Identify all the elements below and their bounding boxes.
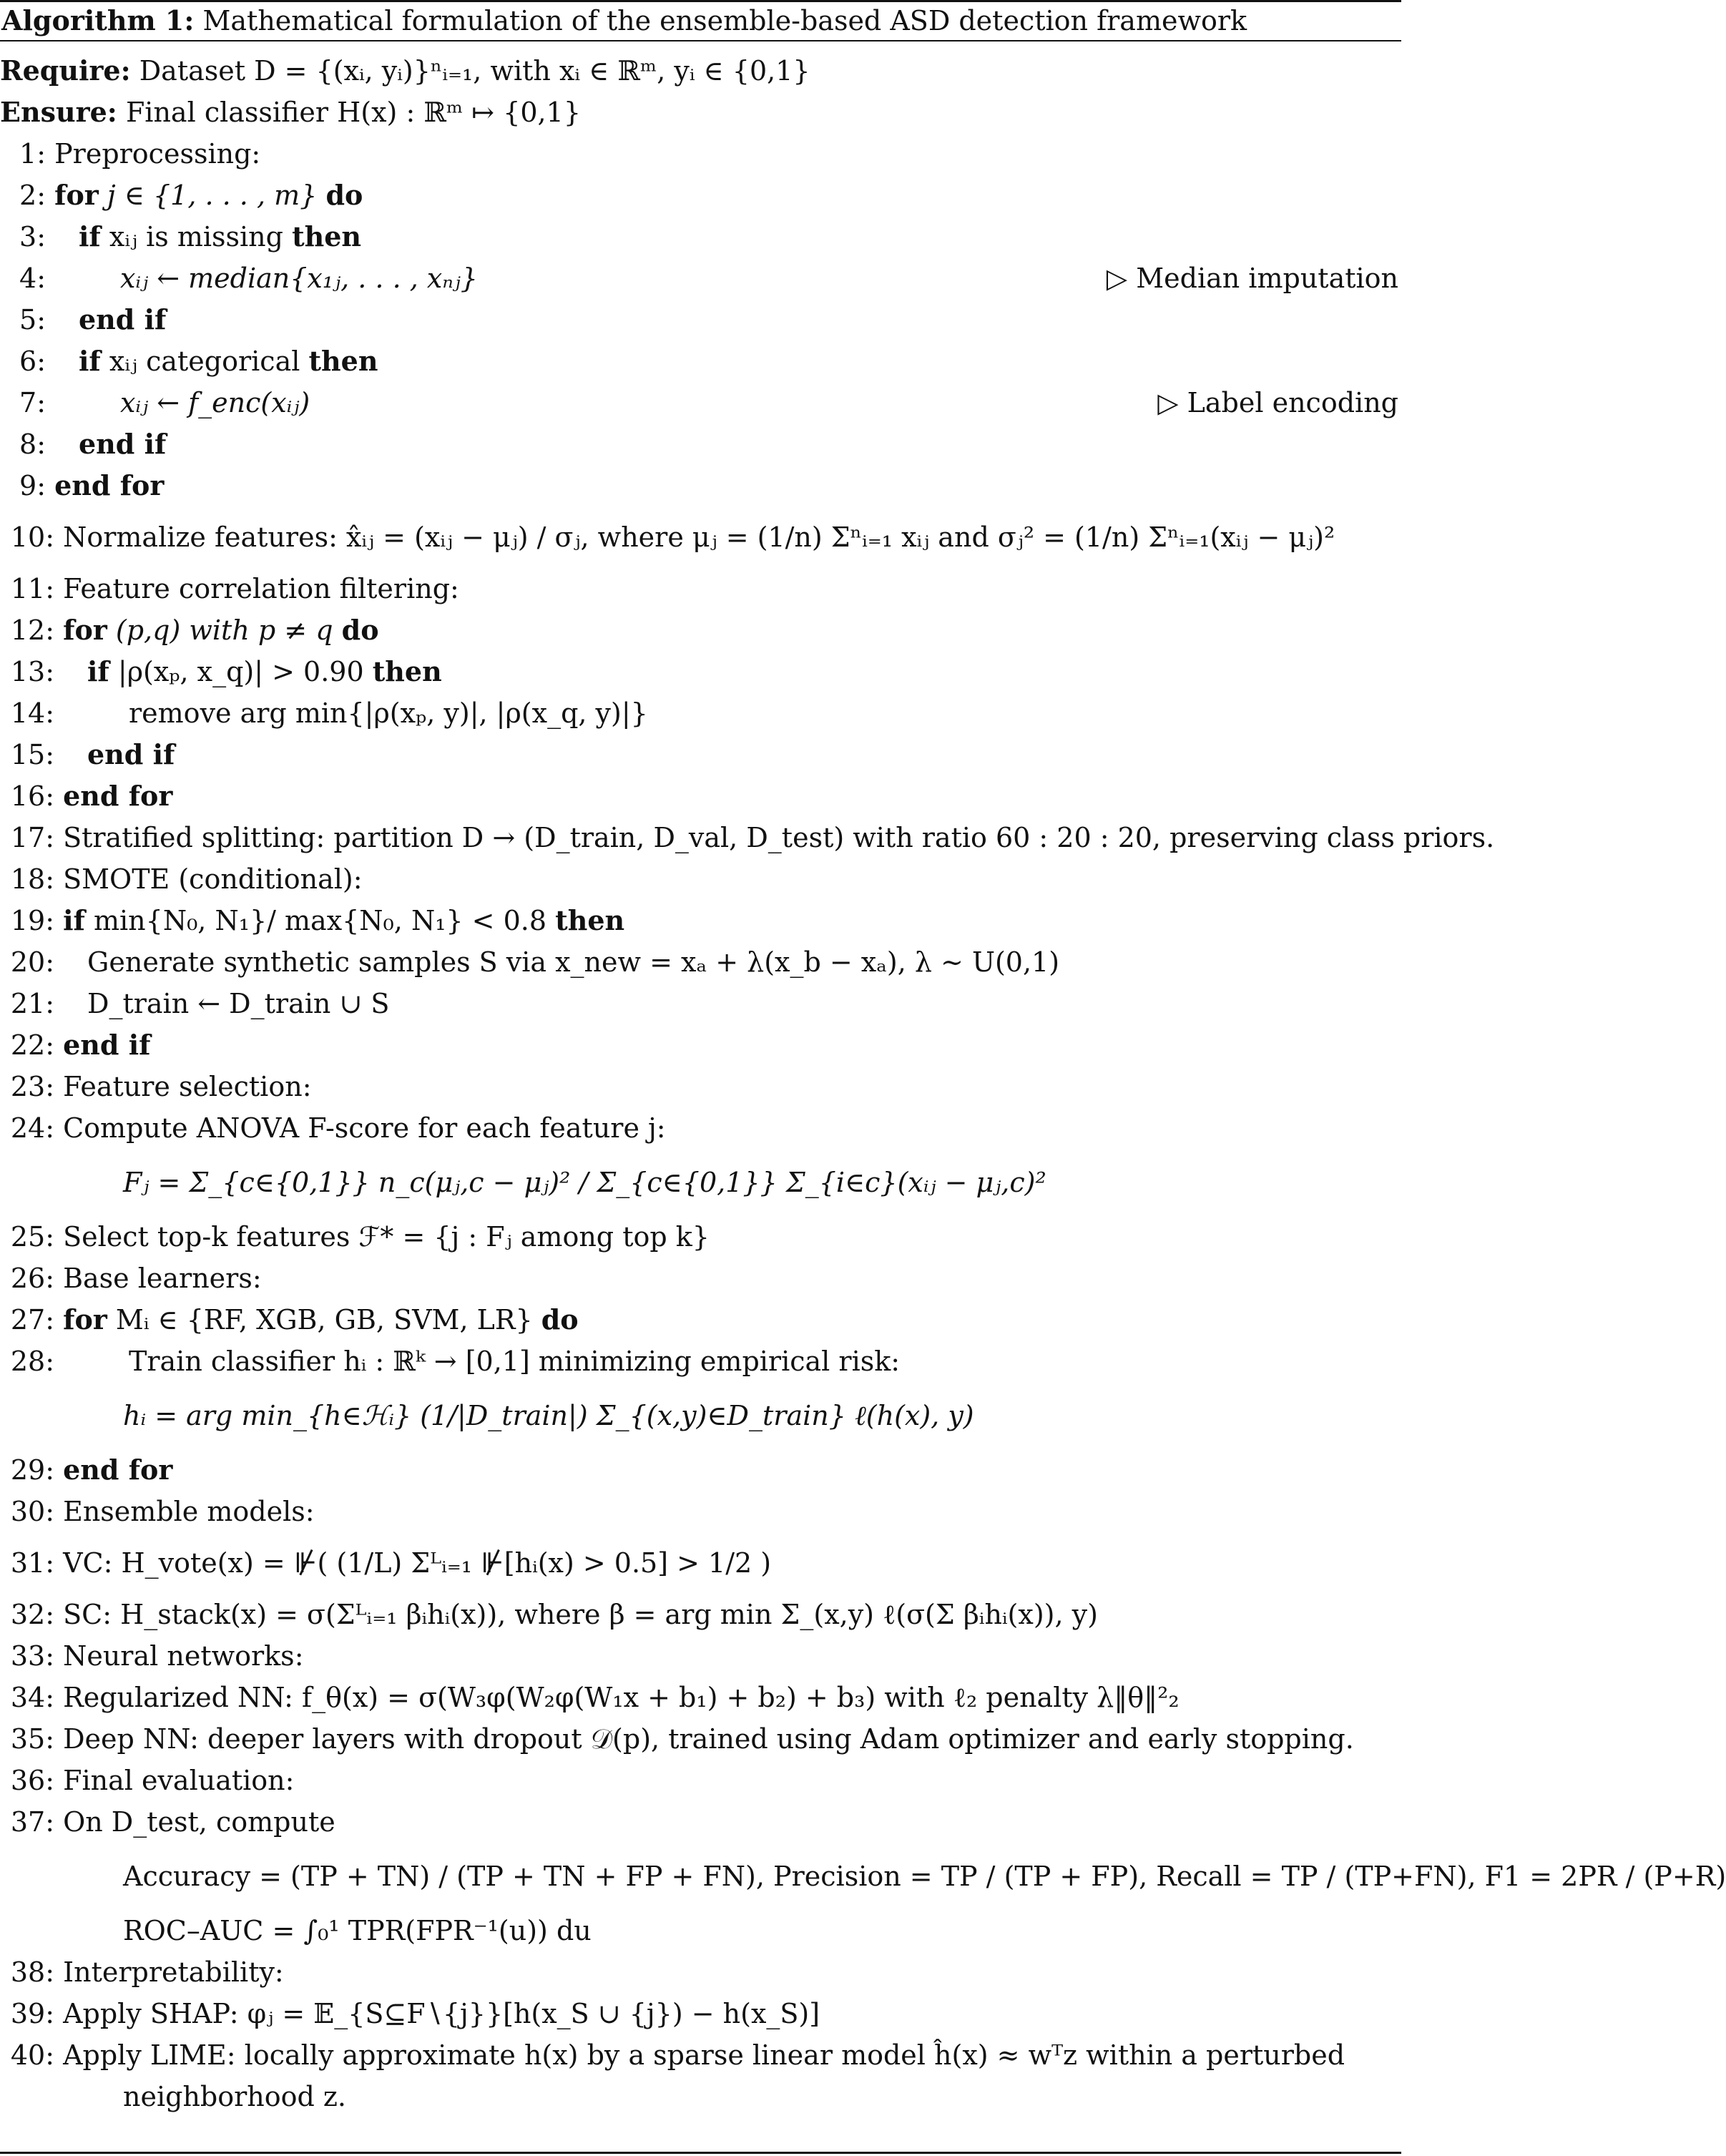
line-text: hᵢ = arg min_{h∈ℋᵢ} (1/|D_train|) Σ_{(x,y)∈D_train} ℓ(h(x), y) [123, 1400, 974, 1431]
keyword: for [63, 614, 107, 646]
algorithm-line-17 [0, 817, 1495, 858]
line-text: remove arg min{|ρ(xₚ, y)|, |ρ(x_q, y)|} [129, 697, 648, 729]
keyword: end if [79, 428, 167, 460]
require-keyword: Require: [0, 54, 131, 87]
keyword: then [308, 345, 378, 377]
line-number: 22: [10, 1029, 54, 1061]
line-text: Apply LIME: locally approximate h(x) by a sparse linear model ĥ(x) ≈ wᵀz within a perturbed [63, 2039, 1345, 2071]
algorithm-line-15 [0, 734, 1398, 775]
keyword: if [87, 655, 109, 687]
algorithm-line-27 [0, 1299, 1398, 1341]
line-text: Select top-k features ℱ* = {j : Fⱼ among top k} [63, 1221, 710, 1253]
line-text: xᵢⱼ categorical [109, 346, 300, 377]
line-number: 10: [10, 521, 54, 553]
line-number: 17: [10, 822, 54, 853]
anova-formula-line [0, 1149, 1398, 1216]
empirical-risk-formula-line [0, 1382, 1398, 1449]
line-text: VC: H_vote(x) = ⊮( (1/L) Σᴸᵢ₌₁ ⊮[hᵢ(x) > 0.5] > 1/2 ) [63, 1547, 772, 1579]
line-text: Accuracy = (TP + TN) / (TP + TN + FP + FN), Precision = TP / (TP + FP), Recall = TP / (TP+FN), F1 = 2PR / (P+R) [123, 1861, 1726, 1892]
algorithm-line-1 [0, 133, 1398, 175]
bottom-rule [0, 2152, 1401, 2154]
line-text: Base learners: [63, 1263, 262, 1294]
line-number: 34: [10, 1682, 54, 1713]
keyword: then [555, 904, 625, 936]
algorithm-line-13 [0, 651, 1398, 692]
line-text: On D_test, compute [63, 1806, 335, 1838]
line-number: 36: [10, 1765, 54, 1796]
algorithm-line-18 [0, 858, 1398, 900]
line-number: 24: [10, 1112, 54, 1144]
line-text: ROC–AUC = ∫₀¹ TPR(FPR⁻¹(u)) du [123, 1915, 592, 1946]
line-number: 2: [19, 180, 46, 211]
keyword: for [54, 179, 99, 211]
line-number: 4: [19, 263, 46, 294]
line-number: 18: [10, 863, 54, 895]
line-text: Final evaluation: [63, 1765, 295, 1796]
keyword: do [541, 1303, 579, 1336]
keyword: end if [87, 738, 175, 770]
line-text: Fⱼ = Σ_{c∈{0,1}} n_c(μⱼ,c − μⱼ)² / Σ_{c∈{0,1}} Σ_{i∈c}(xᵢⱼ − μⱼ,c)² [123, 1167, 1046, 1198]
algorithm-line-16 [0, 775, 1398, 817]
algorithm-line-2 [0, 175, 1398, 216]
roc-auc-formula-line [0, 1910, 1398, 1951]
algorithm-line-19 [0, 900, 1398, 941]
line-number: 40: [10, 2039, 54, 2071]
line-number: 1: [19, 138, 46, 170]
algorithm-line-24 [0, 1107, 1398, 1149]
line-number: 32: [10, 1599, 54, 1630]
line-number: 16: [10, 780, 54, 812]
line-text: D_train ← D_train ∪ S [87, 988, 390, 1019]
algorithm-line-31 [0, 1532, 1398, 1594]
algorithm-line-26 [0, 1258, 1398, 1299]
line-number: 9: [19, 470, 46, 501]
line-number: 20: [10, 946, 54, 978]
algorithm-line-14 [0, 692, 1398, 734]
algorithm-body [0, 50, 1726, 2117]
algorithm-line-10 [0, 506, 1398, 568]
keyword: if [79, 220, 101, 253]
line-number: 27: [10, 1304, 54, 1336]
algorithm-line-23 [0, 1066, 1398, 1107]
keyword: end for [63, 780, 173, 812]
line-number: 12: [10, 614, 54, 646]
line-number: 5: [19, 304, 46, 335]
line-text: Deep NN: deeper layers with dropout 𝒟(p), trained using Adam optimizer and early stopping. [63, 1723, 1354, 1755]
keyword: end for [54, 469, 165, 501]
line-text: neighborhood z. [123, 2081, 347, 2112]
line-number: 11: [10, 573, 54, 604]
line-number: 6: [19, 346, 46, 377]
algorithm-line-5 [0, 299, 1398, 340]
algorithm-line-20 [0, 941, 1398, 983]
metrics-formula-line [0, 1843, 1726, 1910]
top-rule [0, 0, 1401, 2]
line-text: Apply SHAP: φⱼ = 𝔼_{S⊆F∖{j}}[h(x_S ∪ {j}) − h(x_S)] [63, 1998, 820, 2029]
line-number: 7: [19, 387, 46, 418]
keyword: end for [63, 1454, 173, 1486]
keyword: do [341, 614, 379, 646]
line-text: Regularized NN: f_θ(x) = σ(W₃φ(W₂φ(W₁x + b₁) + b₂) + b₃) with ℓ₂ penalty λ‖θ‖²₂ [63, 1682, 1180, 1713]
algorithm-line-39 [0, 1993, 1398, 2034]
line-number: 28: [10, 1346, 54, 1377]
algorithm-line-37 [0, 1801, 1398, 1843]
line-text: xᵢⱼ is missing [109, 221, 283, 253]
line-comment: ▷ Median imputation [1106, 263, 1398, 294]
algorithm-line-25 [0, 1216, 1398, 1258]
caption-rule [0, 40, 1401, 41]
line-number: 25: [10, 1221, 54, 1253]
algorithm-line-29 [0, 1449, 1398, 1491]
algorithm-label: Algorithm 1: [1, 4, 195, 36]
ensure-keyword: Ensure: [0, 96, 117, 128]
line-number: 29: [10, 1454, 54, 1486]
algorithm-title: Mathematical formulation of the ensemble-based ASD detection framework [202, 5, 1247, 36]
line-number: 21: [10, 988, 54, 1019]
require-line [0, 50, 1398, 92]
algorithm-line-32 [0, 1594, 1398, 1635]
algorithm-line-40 [0, 2034, 1398, 2076]
line-text: Normalize features: x̂ᵢⱼ = (xᵢⱼ − μⱼ) / σⱼ, where μⱼ = (1/n) Σⁿᵢ₌₁ xᵢⱼ and σⱼ² = (1/n) Σⁿᵢ₌₁(xᵢⱼ − μⱼ)² [63, 521, 1335, 553]
line-number: 14: [10, 697, 54, 729]
algorithm-line-6 [0, 340, 1398, 382]
algorithm-line-8 [0, 423, 1398, 465]
line-number: 37: [10, 1806, 54, 1838]
line-text: j ∈ {1, . . . , m} [107, 180, 318, 211]
line-text: xᵢⱼ ← f_enc(xᵢⱼ) [120, 387, 310, 418]
line-number: 8: [19, 428, 46, 460]
algorithm-line-36 [0, 1760, 1398, 1801]
line-text: Generate synthetic samples S via x_new = xₐ + λ(x_b − xₐ), λ ∼ U(0,1) [87, 946, 1060, 978]
line-number: 19: [10, 905, 54, 936]
algorithm-line-7 [0, 382, 1398, 423]
algorithm-line-34 [0, 1677, 1398, 1718]
line-number: 35: [10, 1723, 54, 1755]
line-number: 3: [19, 221, 46, 253]
algorithm-line-3 [0, 216, 1398, 258]
line-number: 26: [10, 1263, 54, 1294]
keyword: if [79, 345, 101, 377]
line-number: 31: [10, 1547, 54, 1579]
line-text: |ρ(xₚ, x_q)| > 0.90 [117, 656, 364, 687]
line-text: Preprocessing: [54, 138, 261, 170]
keyword: do [325, 179, 363, 211]
line-number: 30: [10, 1496, 54, 1527]
line-number: 38: [10, 1956, 54, 1988]
line-text: min{N₀, N₁}/ max{N₀, N₁} < 0.8 [93, 905, 547, 936]
line-text: Compute ANOVA F-score for each feature j: [63, 1112, 666, 1144]
keyword: end if [63, 1029, 151, 1061]
line-text: Interpretability: [63, 1956, 284, 1988]
line-text: xᵢⱼ ← median{x₁ⱼ, . . . , xₙⱼ} [120, 263, 478, 294]
line-text: Train classifier hᵢ : ℝᵏ → [0,1] minimizing empirical risk: [129, 1346, 901, 1377]
keyword: then [292, 220, 362, 253]
algorithm-line-21 [0, 983, 1398, 1024]
algorithm-line-9 [0, 465, 1398, 506]
line-number: 15: [10, 739, 54, 770]
algorithm-line-33 [0, 1635, 1398, 1677]
algorithm-line-28 [0, 1341, 1398, 1382]
line-text: (p,q) with p ≠ q [115, 614, 333, 646]
algorithm-line-22 [0, 1024, 1398, 1066]
line-comment: ▷ Label encoding [1157, 387, 1398, 418]
ensure-line [0, 92, 1398, 133]
line-text: Ensemble models: [63, 1496, 315, 1527]
line-number: 23: [10, 1071, 54, 1102]
algorithm-line-40-continued [0, 2076, 1398, 2117]
algorithm-line-4 [0, 258, 1398, 299]
require-text: Dataset D = {(xᵢ, yᵢ)}ⁿᵢ₌₁, with xᵢ ∈ ℝᵐ, yᵢ ∈ {0,1} [139, 55, 810, 87]
line-text: SMOTE (conditional): [63, 863, 363, 895]
algorithm-caption [1, 4, 1247, 37]
keyword: for [63, 1303, 107, 1336]
algorithm-line-11 [0, 568, 1398, 609]
line-text: Mᵢ ∈ {RF, XGB, GB, SVM, LR} [115, 1304, 533, 1336]
algorithm-line-35 [0, 1718, 1398, 1760]
line-number: 13: [10, 656, 54, 687]
keyword: if [63, 904, 85, 936]
ensure-text: Final classifier H(x) : ℝᵐ ↦ {0,1} [125, 97, 581, 128]
line-text: SC: H_stack(x) = σ(Σᴸᵢ₌₁ βᵢhᵢ(x)), where β = arg min Σ_(x,y) ℓ(σ(Σ βᵢhᵢ(x)), y) [63, 1599, 1098, 1630]
keyword: then [372, 655, 442, 687]
line-text: Stratified splitting: partition D → (D_train, D_val, D_test) with ratio 60 : 20 : 20, preserving class priors. [63, 822, 1495, 853]
keyword: end if [79, 303, 167, 335]
algorithm-line-30 [0, 1491, 1398, 1532]
line-text: Feature correlation filtering: [63, 573, 459, 604]
line-text: Neural networks: [63, 1640, 304, 1672]
algorithm-line-38 [0, 1951, 1398, 1993]
algorithm-line-12 [0, 609, 1398, 651]
line-number: 39: [10, 1998, 54, 2029]
line-number: 33: [10, 1640, 54, 1672]
line-text: Feature selection: [63, 1071, 312, 1102]
